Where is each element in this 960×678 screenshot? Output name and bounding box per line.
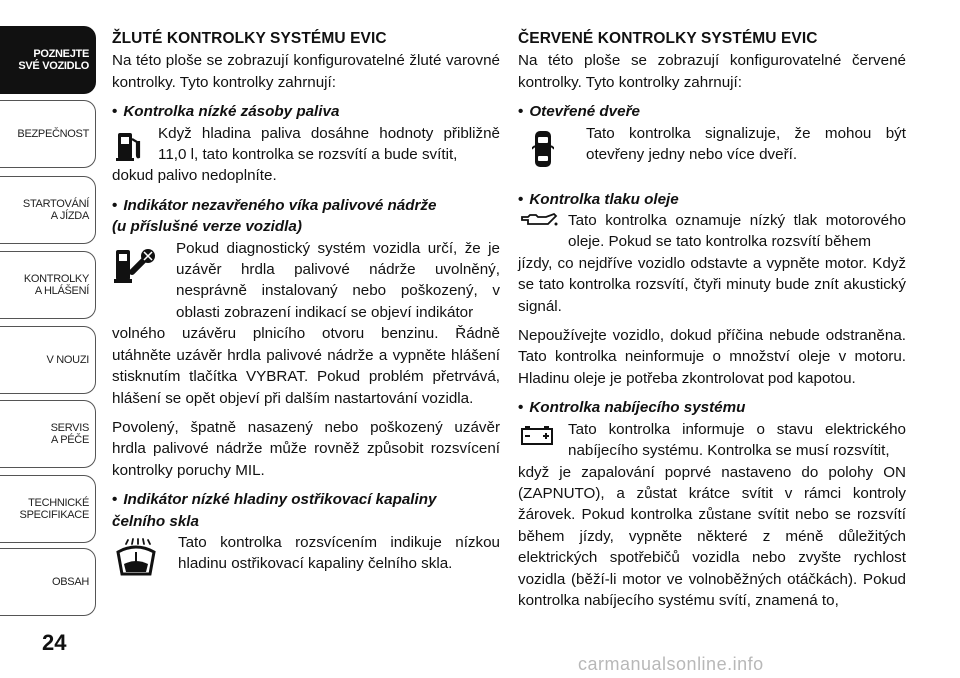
doors-block [518,123,906,177]
fuel-indent-text: Když hladina paliva dosáhne hodnoty přibližně 11,0 l, tato kontrolka se rozsvítí a bude svítit, [158,124,500,164]
tab-bezpecnost[interactable]: BEZPEČNOST [0,100,96,168]
tab-kontrolky-a-hlaseni[interactable]: KONTROLKY A HLÁŠENÍ [0,251,96,319]
fuel-cap-block [112,238,500,409]
charging-rest-text: když je zapalování poprvé nastaveno do polohy ON (ZAPNUTO), a zůstat krátce svítit v rámci kontroly žárovek. Pokud kontrolka zůstane svítit nebo se rozsvítí během jízdy, vypněte některé z méně důležitých elektrických spotřebičů vozidla nebo zvyšte rychlost vozidla (běží-li motor ve volnoběžných otáčkách). Pokud kontrolka nabíjecího systému svítí, znamená to, [518,463,906,609]
oil-rest-text: jízdy, co nejdříve vozidlo odstavte a vypněte motor. Když se tato kontrolka rozsvítí, čtyři minuty bude znít akustický signál. [518,254,906,315]
page-number: 24 [42,630,67,655]
battery-icon [520,423,554,445]
item-title-washer: • Indikátor nízké hladiny ostřikovací kapaliny [112,489,500,510]
tab-technicke-specifikace[interactable]: TECHNICKÉ SPECIFIKACE [0,475,96,543]
fuel-rest-text: dokud palivo nedoplníte. [112,167,277,185]
fuel-cap-rest-text: volného uzávěru plnicího otvoru benzinu. Řádně utáhněte uzávěr hrdla palivové nádrže a vypněte hlášení stisknutím tlačítka VYBRAT. Pokud problém přetrvává, hlášení se opět objeví při dalším nastartování vozidla. [112,325,500,407]
oil-indent-text: Tato kontrolka oznamuje nízký tlak motorového oleje. Pokud se tato kontrolka rozsvítí během [568,212,906,251]
oil-can-icon [520,212,558,228]
intro-text-red: Na této ploše se zobrazují konfigurovatelné červené kontrolky. Tyto kontrolky zahrnují: [518,52,906,91]
oil-warning-text: Nepoužívejte vozidlo, dokud příčina nebude odstraněna. Tato kontrolka neinformuje o množství oleje v motoru. Hladinu oleje je potřeba zkontrolovat pod kapotou. [518,327,906,387]
item-title-doors: • Otevřené dveře [518,101,906,122]
item-title-fuel-cap-variant: (u příslušné verze vozidla) [112,218,302,236]
charging-indent-text: Tato kontrolka informuje o stavu elektrického nabíjecího systému. Kontrolka se musí rozsvítit, [568,420,906,460]
item-title-fuel-cap: • Indikátor nezavřeného víka palivové nádrže [112,195,500,216]
item-title-fuel: • Kontrolka nízké zásoby paliva [112,101,500,122]
washer-fluid-icon [114,538,158,578]
item-title-charging: • Kontrolka nabíjecího systému [518,397,906,418]
fuel-cap-icon [114,246,158,288]
section-heading-yellow: ŽLUTÉ KONTROLKY SYSTÉMU EVIC [112,30,387,47]
item-title-oil: • Kontrolka tlaku oleje [518,189,906,210]
open-door-icon [532,129,554,169]
left-column [112,28,500,575]
tab-obsah[interactable]: OBSAH [0,548,96,616]
fuel-pump-icon [116,129,142,161]
washer-block [112,532,500,575]
tab-servis-a-pece[interactable]: SERVIS A PÉČE [0,400,96,468]
intro-text: Na této ploše se zobrazují konfigurovatelné žluté varovné kontrolky. Tyto kontrolky zahrnují: [112,52,500,91]
tab-startovani-a-jizda[interactable]: STARTOVÁNÍ A JÍZDA [0,176,96,244]
item-title-washer-cont: čelního skla [112,512,199,530]
fuel-block [112,123,500,187]
doors-indent-text: Tato kontrolka signalizuje, že mohou být otevřeny jedny nebo více dveří. [586,124,906,164]
mil-text: Povolený, špatně nasazený nebo poškozený uzávěr hrdla palivové nádrže může rovněž způsobit rozsvícení kontrolky poruchy MIL. [112,418,500,479]
tab-poznejte-sve-vozidlo[interactable]: POZNEJTE SVÉ VOZIDLO [0,26,96,94]
tab-v-nouzi[interactable]: V NOUZI [0,326,96,394]
charging-block [518,419,906,612]
section-heading-red: ČERVENÉ KONTROLKY SYSTÉMU EVIC [518,30,818,47]
fuel-cap-indent-text: Pokud diagnostický systém vozidla určí, že je uzávěr hrdla palivové nádrže uvolněný, nesprávně instalovaný nebo poškozený, v oblasti zobrazení indikací se objeví indikátor [176,239,500,321]
watermark: carmanualsonline.info [578,654,764,674]
oil-block [518,210,906,317]
right-column [518,28,906,619]
washer-indent-text: Tato kontrolka rozsvícením indikuje nízkou hladinu ostřikovací kapaliny čelního skla. [178,533,500,573]
